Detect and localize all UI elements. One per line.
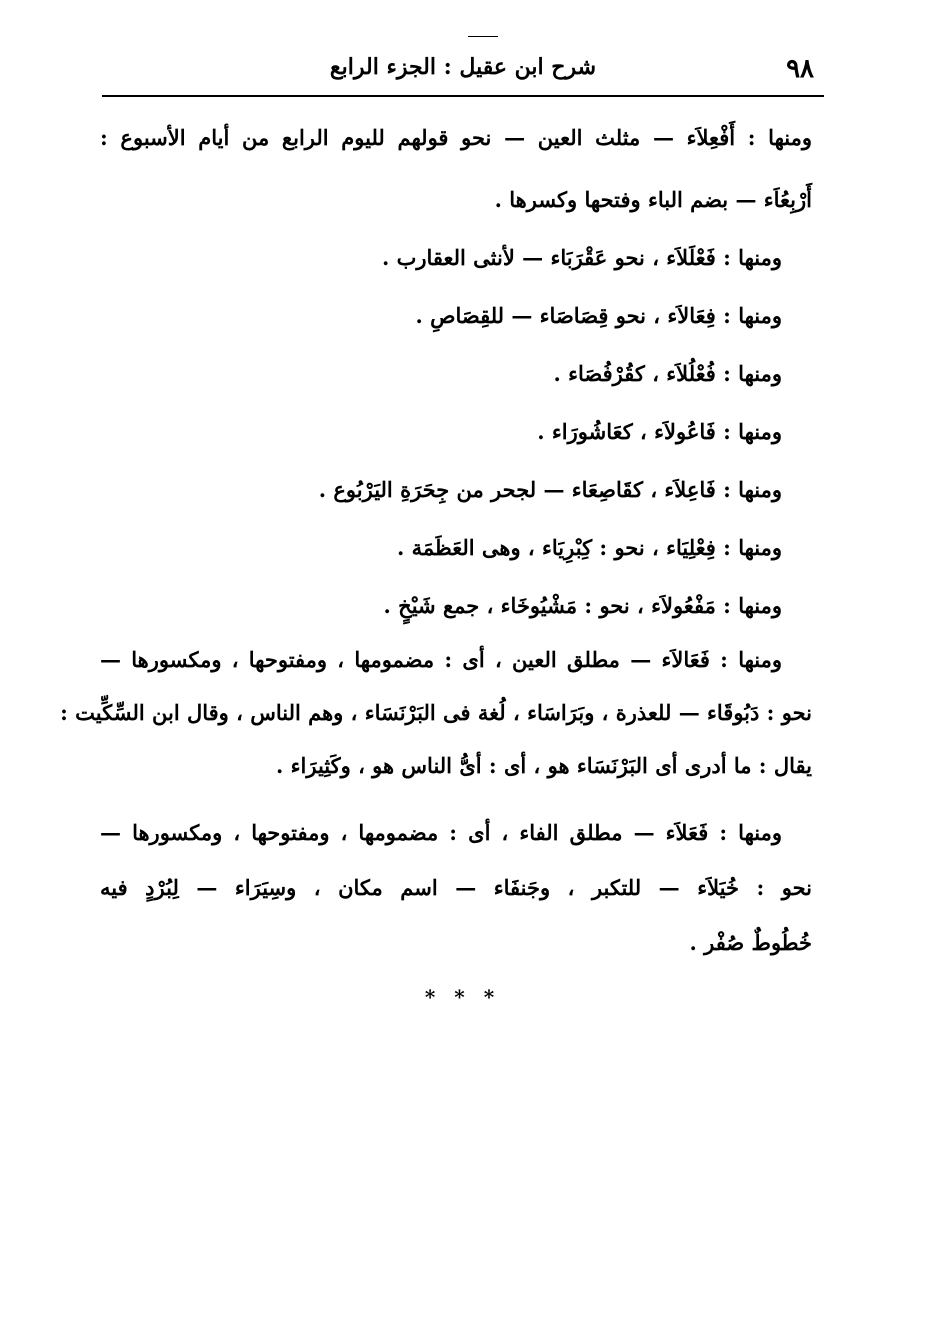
top-mark xyxy=(468,36,498,37)
text-line: ومنها : فَعْلَلاَء ، نحو عَقْرَبَاء — لأنثى العقارب . xyxy=(381,245,782,270)
text-line: ومنها : فَاعُولاَء ، كعَاشُورَاء . xyxy=(537,419,782,444)
text-line: ومنها : فَاعِلاَء ، كقَاصِعَاء — لجحر من جِحَرَةِ اليَرْبُوع . xyxy=(318,477,782,502)
text-line: ومنها : أَفْعِلاَء — مثلث العين — نحو قولهم لليوم الرابع من أيام الأسبوع : xyxy=(100,125,812,150)
text-line: نحو : خُيَلاَء — للتكبر ، وجَنفَاء — اسم مكان ، وسِيَرَاء — لِبُرْدٍ فيه xyxy=(100,875,812,900)
page-header xyxy=(102,52,824,92)
text-line: ومنها : مَفْعُولاَء ، نحو : مَشْيُوخَاء ، جمع شَيْخٍ . xyxy=(383,593,782,618)
text-line: نحو : دَبُوقَاء — للعذرة ، وبَرَاسَاء ، لُغة فى البَرْنَسَاء ، وهم الناس ، وقال ابن السِّكِّيت : xyxy=(60,700,812,725)
page-number: ٩٨ xyxy=(786,54,814,84)
text-line: ومنها : فِعْلِيَاء ، نحو : كِبْرِيَاء ، وهى العَظَمَة . xyxy=(396,535,782,560)
text-line: أَرْبِعُاَء — بضم الباء وفتحها وكسرها . xyxy=(494,187,812,212)
running-title: شرح ابن عقيل : الجزء الرابع xyxy=(329,54,597,80)
text-line: خُطُوطٌ صُفْر . xyxy=(689,930,812,955)
text-line: يقال : ما أدرى أى البَرْنَسَاء هو ، أى : أىُّ الناس هو ، وكَثِيرَاء . xyxy=(276,753,812,778)
text-line: ومنها : فِعَالاَء ، نحو قِصَاصَاء — للقِصَاصِ . xyxy=(415,303,782,328)
text-line: ومنها : فُعْلُلاَء ، كقُرْفُصَاء . xyxy=(553,361,782,386)
text-line: ومنها : فَعَالاَء — مطلق العين ، أى : مضمومها ، ومفتوحها ، ومكسورها — xyxy=(100,647,782,672)
header-rule xyxy=(102,95,824,97)
text-line: ومنها : فَعَلاَء — مطلق الفاء ، أى : مضمومها ، ومفتوحها ، ومكسورها — xyxy=(100,820,782,845)
section-separator: * * * xyxy=(424,985,501,1009)
